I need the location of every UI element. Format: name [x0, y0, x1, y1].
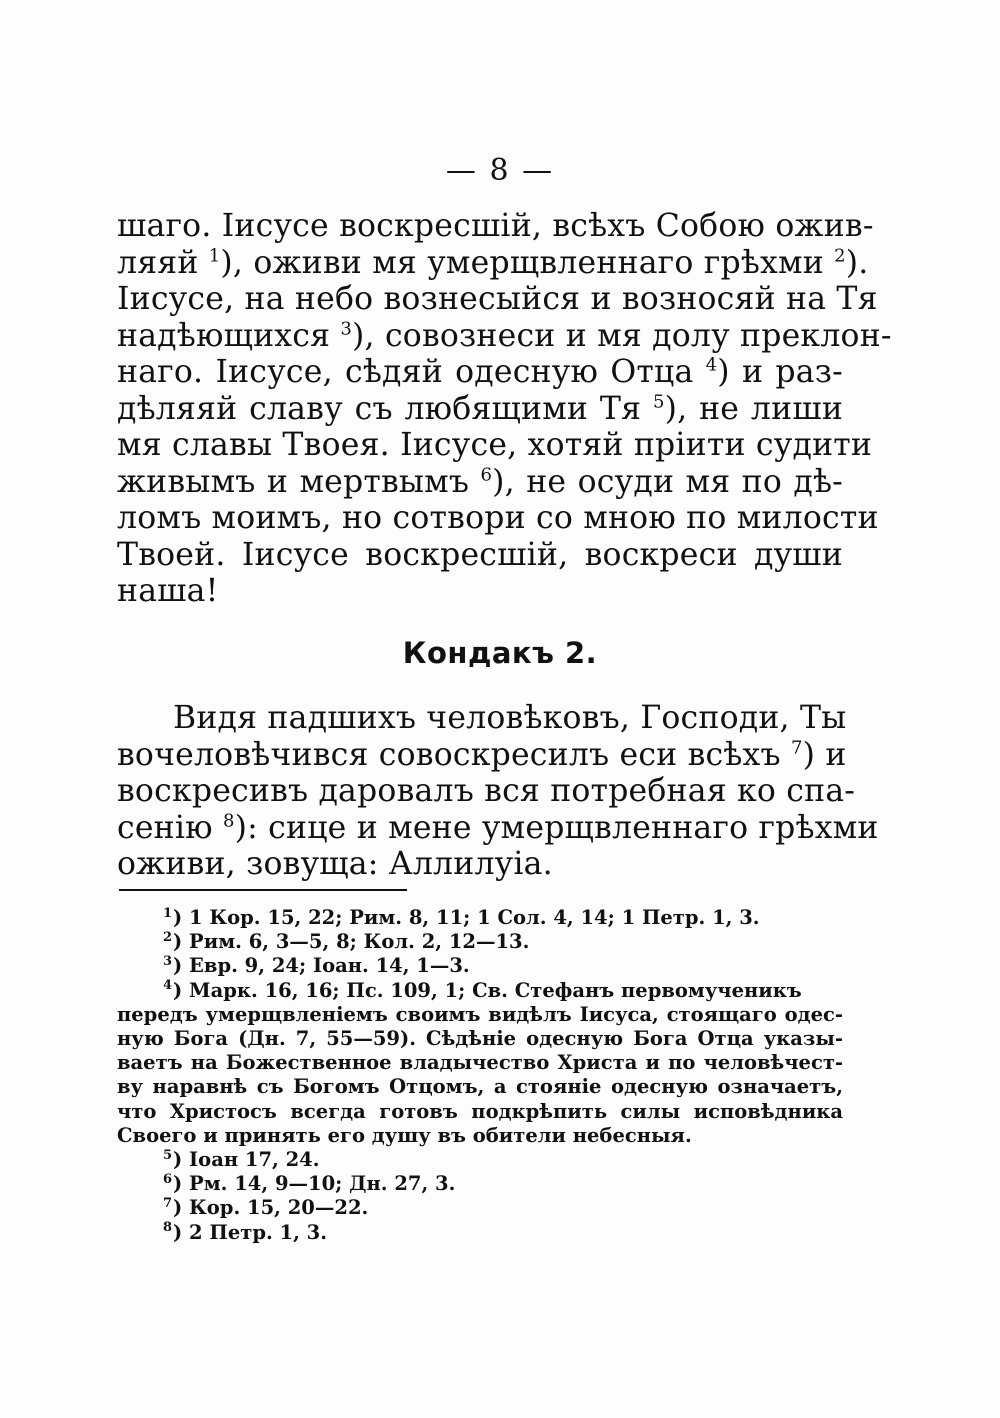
text-line: живымъ и мертвымъ $^6$), не осуди мя по дѣ- — [117, 463, 843, 500]
footnote-ref[interactable]: 8 — [223, 810, 235, 831]
footnotes — [117, 906, 843, 1245]
footnote-ref[interactable]: 3 — [340, 318, 353, 339]
text-line: вочеловѣчився совоскресилъ еси всѣхъ $^7$) и — [117, 736, 847, 773]
text-line: наша! — [117, 573, 219, 609]
body-paragraph — [117, 208, 892, 610]
page-number: — 8 — — [445, 153, 555, 188]
footnote: $^8$) 2 Петр. 1, 3. — [163, 1220, 328, 1244]
text-line: Видя падшихъ человѣковъ, Господи, Ты — [173, 700, 847, 736]
footnote-ref[interactable]: 2 — [834, 245, 846, 266]
footnote-continuation: передъ умерщвленіемъ своимъ видѣлъ Іисуса, стоящаго одес- — [117, 1002, 843, 1026]
footnote-ref[interactable]: 5 — [652, 391, 665, 412]
section-heading: Кондакъ 2. — [402, 636, 598, 670]
footnote-continuation: Своего и принять его душу въ обители небесныя. — [117, 1123, 692, 1147]
footnote: $^1$) 1 Кор. 15, 22; Рим. 8, 11; 1 Сол. 4, 14; 1 Петр. 1, 3. — [163, 905, 760, 929]
text-line: Іисусе, на небо вознесыйся и возносяй на Тя — [117, 281, 878, 317]
footnote: $^2$) Рим. 6, 3—5, 8; Кол. 2, 12—13. — [163, 929, 530, 954]
footnote: $^5$) Іоан 17, 24. — [163, 1147, 320, 1172]
footnote-continuation: что Христосъ всегда готовъ подкрѣпить силы исповѣдника — [117, 1099, 843, 1123]
text-line: ломъ моимъ, но сотвори со мною по милости — [117, 500, 879, 536]
footnote: $^4$) Марк. 16, 16; Пс. 109, 1; Св. Стефанъ первомученикъ — [163, 978, 802, 1002]
footnote-continuation: ваетъ на Божественное владычество Христа и по человѣчест- — [117, 1051, 843, 1075]
text-line: надѣющихся $^3$), совознеси и мя долу преклон- — [117, 317, 892, 354]
footnote: $^6$) Рм. 14, 9—10; Дн. 27, 3. — [163, 1171, 456, 1196]
text-line: дѣляяй славу съ любящими Тя $^5$), не лиши — [117, 390, 844, 427]
text-line: наго. Іисусе, сѣдяй одесную Отца $^4$) и раз- — [117, 354, 843, 390]
footnote-ref[interactable]: 4 — [705, 354, 718, 376]
footnote-divider — [119, 889, 407, 891]
text-line: мя славы Твоея. Іисусе, хотяй пріити судити — [117, 427, 873, 463]
footnote-ref[interactable]: 7 — [790, 737, 803, 758]
text-line: шаго. Іисусе воскресшій, всѣхъ Собою ожив- — [117, 208, 874, 244]
footnote-ref[interactable]: 6 — [480, 464, 493, 485]
text-line: сенію $^8$): сице и мене умерщвленнаго грѣхми — [117, 809, 879, 846]
text-line: оживи, зовуща: Аллилуіа. — [117, 846, 553, 882]
text-line: воскресивъ даровалъ вся потребная ко спа- — [117, 773, 856, 809]
footnote-ref[interactable]: 1 — [208, 245, 221, 266]
footnote-continuation: ву наравнѣ съ Богомъ Отцомъ, а стояніе одесную означаетъ, — [117, 1075, 843, 1099]
text-line: Твоей. Іисусе воскресшій, воскреси души — [117, 536, 843, 573]
footnote: $^3$) Евр. 9, 24; Іоан. 14, 1—3. — [163, 953, 470, 978]
footnote-continuation: ную Бога (Дн. 7, 55—59). Сѣдѣніе одесную Бога Отца указы- — [117, 1027, 843, 1051]
footnote: $^7$) Кор. 15, 20—22. — [163, 1195, 369, 1220]
kondak-paragraph — [117, 700, 879, 883]
text-line: ляяй $^1$), оживи мя умерщвленнаго грѣхми $^2$). — [117, 244, 869, 281]
